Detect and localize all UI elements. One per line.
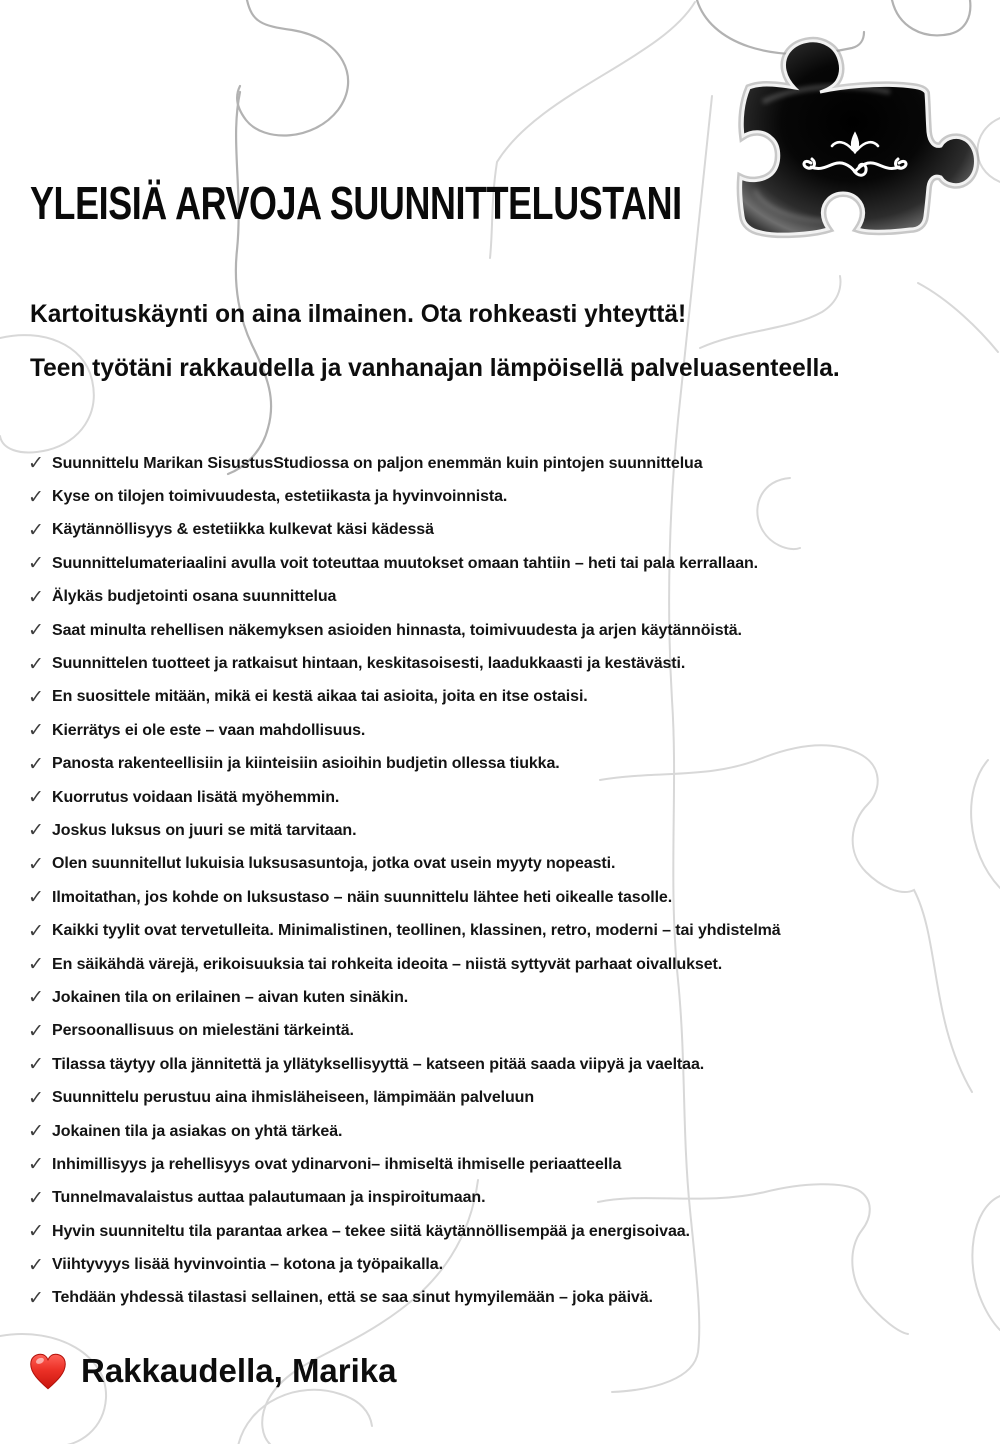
checkmark-icon: ✓: [28, 453, 44, 475]
checkmark-icon: ✓: [28, 887, 44, 909]
puzzle-piece-icon: [741, 41, 976, 234]
value-text: Suunnittelu perustuu aina ihmisläheiseen, lämpimään palveluun: [52, 1089, 535, 1107]
checkmark-icon: ✓: [28, 1254, 44, 1276]
heart-icon: [28, 1353, 68, 1390]
list-item: [28, 514, 781, 547]
values-list: [28, 447, 781, 1315]
list-item: [28, 714, 781, 747]
value-text: Suunnittelen tuotteet ja ratkaisut hintaan, keskitasoisesti, laadukkaasti ja kestävästi.: [52, 655, 686, 673]
list-item: [28, 814, 781, 847]
checkmark-icon: ✓: [28, 954, 44, 976]
value-text: Jokainen tila ja asiakas on yhtä tärkeä.: [52, 1122, 343, 1140]
value-text: Tilassa täytyy olla jännitettä ja yllätyksellisyyttä – katseen pitää saada viipyä ja vaeltaa.: [52, 1055, 705, 1073]
value-text: Tehdään yhdessä tilastasi sellainen, että se saa sinut hymyilemään – joka päivä.: [52, 1289, 653, 1307]
checkmark-icon: ✓: [28, 486, 44, 508]
value-text: Suunnittelu Marikan SisustusStudiossa on paljon enemmän kuin pintojen suunnittelua: [52, 454, 703, 472]
checkmark-icon: ✓: [28, 1221, 44, 1243]
checkmark-icon: ✓: [28, 1054, 44, 1076]
list-item: [28, 447, 781, 480]
checkmark-icon: ✓: [28, 586, 44, 608]
checkmark-icon: ✓: [28, 553, 44, 575]
list-item: [28, 547, 781, 580]
value-text: Panosta rakenteellisiin ja kiinteisiin asioihin budjetin ollessa tiukka.: [52, 755, 560, 773]
checkmark-icon: ✓: [28, 753, 44, 775]
value-text: Kaikki tyylit ovat tervetulleita. Minimalistinen, teollinen, klassinen, retro, moderni – tai yhdistelmä: [52, 922, 781, 940]
value-text: En suosittele mitään, mikä ei kestä aikaa tai asioita, joita en itse ostaisi.: [52, 688, 588, 706]
list-item: [28, 1048, 781, 1081]
page-title: YLEISIÄ ARVOJA SUUNNITTELUSTANI: [30, 177, 682, 229]
signature-row: [28, 1352, 397, 1390]
list-item: [28, 948, 781, 981]
list-item: [28, 581, 781, 614]
value-text: Älykäs budjetointi osana suunnittelua: [52, 588, 337, 606]
checkmark-icon: ✓: [28, 620, 44, 642]
checkmark-icon: ✓: [28, 853, 44, 875]
list-item: [28, 1015, 781, 1048]
checkmark-icon: ✓: [28, 1087, 44, 1109]
checkmark-icon: ✓: [28, 920, 44, 942]
checkmark-icon: ✓: [28, 787, 44, 809]
value-text: Hyvin suunniteltu tila parantaa arkea – tekee siitä käytännöllisempää ja energisoivaa.: [52, 1222, 690, 1240]
list-item: [28, 981, 781, 1014]
value-text: Joskus luksus on juuri se mitä tarvitaan.: [52, 821, 357, 839]
list-item: [28, 647, 781, 680]
list-item: [28, 614, 781, 647]
list-item: [28, 781, 781, 814]
list-item: [28, 480, 781, 513]
list-item: [28, 748, 781, 781]
checkmark-icon: ✓: [28, 519, 44, 541]
checkmark-icon: ✓: [28, 820, 44, 842]
checkmark-icon: ✓: [28, 1287, 44, 1309]
checkmark-icon: ✓: [28, 1154, 44, 1176]
list-item: [28, 1115, 781, 1148]
signature-text: Rakkaudella, Marika: [81, 1352, 397, 1389]
value-text: Inhimillisyys ja rehellisyys ovat ydinarvoni– ihmiseltä ihmiselle periaatteella: [52, 1155, 622, 1173]
value-text: En säikähdä värejä, erikoisuuksia tai rohkeita ideoita – niistä syttyvät parhaat oivallukset.: [52, 955, 723, 973]
checkmark-icon: ✓: [28, 720, 44, 742]
checkmark-icon: ✓: [28, 686, 44, 708]
value-text: Kyse on tilojen toimivuudesta, estetiikasta ja hyvinvoinnista.: [52, 488, 508, 506]
value-text: Olen suunnitellut lukuisia luksusasuntoja, jotka ovat usein myyty nopeasti.: [52, 855, 616, 873]
checkmark-icon: ✓: [28, 653, 44, 675]
intro-line-2: Teen työtäni rakkaudella ja vanhanajan lämpöisellä palveluasenteella.: [30, 354, 840, 382]
value-text: Persoonallisuus on mielestäni tärkeintä.: [52, 1022, 354, 1040]
value-text: Saat minulta rehellisen näkemyksen asioiden hinnasta, toimivuudesta ja arjen käytännöistä.: [52, 621, 742, 639]
list-item: [28, 1282, 781, 1315]
list-item: [28, 1182, 781, 1215]
list-item: [28, 1215, 781, 1248]
list-item: [28, 1081, 781, 1114]
checkmark-icon: ✓: [28, 1187, 44, 1209]
list-item: [28, 1148, 781, 1181]
list-item: [28, 881, 781, 914]
intro-line-1: Kartoituskäynti on aina ilmainen. Ota rohkeasti yhteyttä!: [30, 300, 687, 328]
list-item: [28, 1248, 781, 1281]
list-item: [28, 681, 781, 714]
value-text: Viihtyvyys lisää hyvinvointia – kotona ja työpaikalla.: [52, 1256, 443, 1274]
checkmark-icon: ✓: [28, 987, 44, 1009]
value-text: Tunnelmavalaistus auttaa palautumaan ja inspiroitumaan.: [52, 1189, 486, 1207]
list-item: [28, 848, 781, 881]
value-text: Jokainen tila on erilainen – aivan kuten sinäkin.: [52, 988, 409, 1006]
value-text: Ilmoitathan, jos kohde on luksustaso – näin suunnittelu lähtee heti oikealle tasolle.: [52, 888, 673, 906]
list-item: [28, 914, 781, 947]
value-text: Kierrätys ei ole este – vaan mahdollisuus.: [52, 721, 366, 739]
value-text: Kuorrutus voidaan lisätä myöhemmin.: [52, 788, 340, 806]
value-text: Käytännöllisyys & estetiikka kulkevat käsi kädessä: [52, 521, 434, 539]
checkmark-icon: ✓: [28, 1121, 44, 1142]
value-text: Suunnittelumateriaalini avulla voit toteuttaa muutokset omaan tahtiin – heti tai pala kerrallaan.: [52, 554, 759, 572]
checkmark-icon: ✓: [28, 1020, 44, 1042]
